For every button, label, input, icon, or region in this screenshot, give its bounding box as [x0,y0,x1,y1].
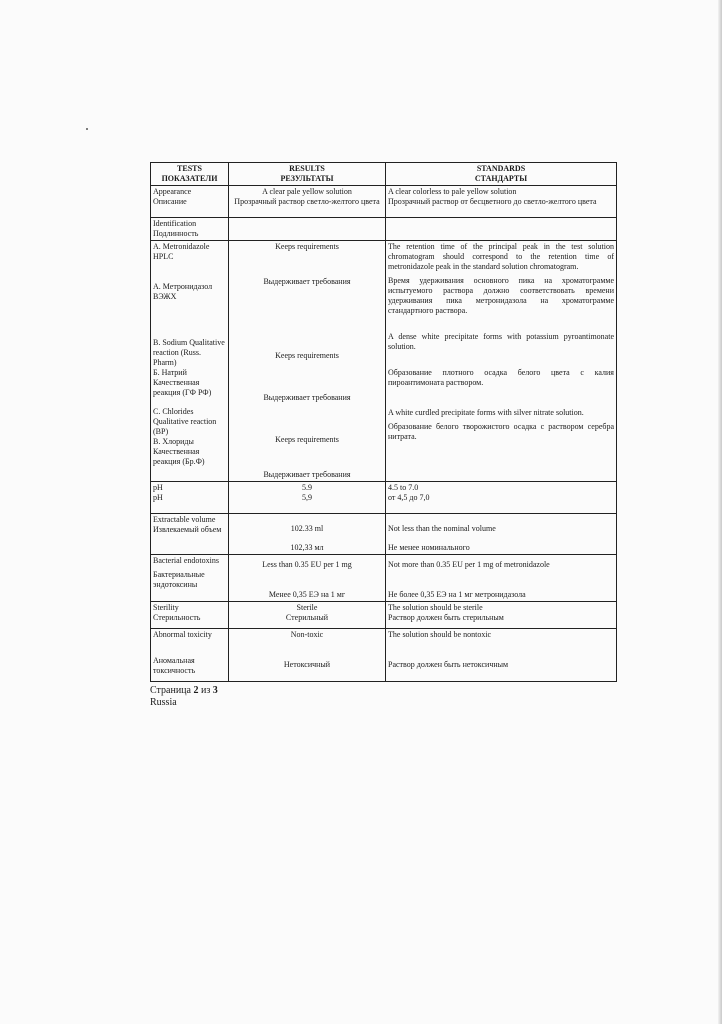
table-header-row [151,163,617,186]
test-cell [151,241,229,482]
id-b-standard-en: A dense white precipitate forms with potassium pyroantimonate solution. [388,332,614,351]
standard-ru: Прозрачный раствор от бесцветного до светло-желтого цвета [388,197,597,206]
toxicity-test-en: Abnormal toxicity [153,630,212,639]
header-results-en: RESULTS [289,164,325,173]
header-tests-ru: ПОКАЗАТЕЛИ [161,174,218,183]
standard-en: A clear colorless to pale yellow solution [388,187,517,196]
test-cell [151,482,229,514]
header-tests-en: TESTS [177,164,202,173]
toxicity-test-ru: Аномальная токсичность [153,656,196,675]
result-en: A clear pale yellow solution [262,187,352,196]
id-c-standard-en: A white curdled precipitate forms with silver nitrate solution. [388,408,584,417]
page-number [150,685,218,697]
endotoxins-test-ru: Бактериальные эндотоксины [153,570,205,589]
test-en: Appearance [153,187,192,196]
id-b-test-en: B. Sodium Qualitative reaction (Russ. Pharm) [153,338,225,367]
extractable-test-ru: Извлекаемый объем [153,525,222,534]
ph-result-ru: 5,9 [302,493,312,502]
id-b-test-ru: Б. Натрий Качественная реакция (ГФ РФ) [153,368,212,397]
table-row-abnormal-toxicity [151,629,617,682]
id-a-standard-en: The retention time of the principal peak in the test solution chromatogram should correspond to the retention time of metronidazole peak in the standard solution chromatogram. [388,242,614,271]
test-ru: Описание [153,197,187,206]
identification-ru: Подлинность [153,229,199,238]
result-cell [229,629,386,682]
extractable-standard-en: Not less than the nominal volume [388,524,496,533]
test-cell [151,602,229,629]
id-c-standard-ru: Образование белого творожистого осадка с раствором серебра нитрата. [388,422,614,441]
test-cell [151,186,229,218]
toxicity-result-en: Non-toxic [290,630,324,639]
endotoxins-test-en: Bacterial endotoxins [153,556,219,565]
test-results-table [150,162,617,682]
endotoxins-result-en: Less than 0.35 EU per 1 mg [262,560,352,569]
sterility-test-en: Sterility [153,603,179,612]
id-a-result-en: Keeps requirements [275,242,339,251]
extractable-standard-ru: Не менее номинального [388,543,470,552]
page-number-of: из [200,685,211,696]
header-standards-en: STANDARDS [476,164,526,173]
id-b-standard-ru: Образование плотного осадка белого цвета с калия пироантимоната раствором. [388,368,614,387]
sterility-result-en: Sterile [296,603,318,612]
header-tests [151,163,229,186]
ph-standard-ru: от 4,5 до 7,0 [388,493,430,502]
endotoxins-standard-en: Not more than 0.35 EU per 1 mg of metronidazole [388,560,550,569]
test-cell [151,555,229,602]
toxicity-result-ru: Нетоксичный [283,660,331,669]
result-cell [229,555,386,602]
standard-cell [386,482,617,514]
extractable-test-en: Extractable volume [153,515,216,524]
id-c-result-ru: Выдерживает требования [263,470,351,479]
page-number-current: 2 [193,685,199,696]
scan-edge-shadow [718,0,722,1024]
table-row-appearance [151,186,617,218]
test-cell [151,629,229,682]
scan-speck [86,128,88,130]
ph-standard-en: 4.5 to 7.0 [388,483,419,492]
table-row-extractable-volume [151,514,617,555]
table-row-sterility [151,602,617,629]
result-cell [229,602,386,629]
sterility-result-ru: Стерильный [285,613,329,622]
ph-result-en: 5.9 [302,483,312,492]
standard-cell [386,629,617,682]
page-number-total: 3 [212,685,218,696]
id-c-result-en: Keeps requirements [275,435,339,444]
id-b-result-en: Keeps requirements [275,351,339,360]
result-cell [229,218,386,241]
ph-test-en: pH [153,483,163,492]
test-cell [151,218,229,241]
endotoxins-standard-ru: Не более 0,35 ЕЭ на 1 мг метронидазола [388,590,526,599]
standard-cell [386,186,617,218]
toxicity-standard-en: The solution should be nontoxic [388,630,492,639]
id-a-test-en: A. Metronidazole HPLC [153,242,210,261]
id-a-result-ru: Выдерживает требования [263,277,351,286]
id-c-test-en: C. Chlorides Qualitative reaction (BP) [153,407,217,436]
sterility-standard-en: The solution should be sterile [388,603,483,612]
result-cell [229,514,386,555]
table-row-endotoxins [151,555,617,602]
country-label: Russia [150,697,177,708]
page-footer [150,685,218,709]
result-cell [229,241,386,482]
result-cell [229,482,386,514]
toxicity-standard-ru: Раствор должен быть нетоксичным [388,660,509,669]
standard-cell [386,555,617,602]
standard-cell [386,514,617,555]
header-standards-ru: СТАНДАРТЫ [474,174,528,183]
standard-cell [386,218,617,241]
sterility-standard-ru: Раствор должен быть стерильным [388,613,504,622]
table-row-ph [151,482,617,514]
endotoxins-result-ru: Менее 0,35 ЕЭ на 1 мг [268,590,346,599]
header-results-ru: РЕЗУЛЬТАТЫ [280,174,334,183]
test-cell [151,514,229,555]
id-a-test-ru: А. Метронидазол ВЭЖХ [153,282,213,301]
id-c-test-ru: В. Хлориды Качественная реакция (Бр.Ф) [153,437,205,466]
page-number-prefix: Страница [150,685,191,696]
header-standards [386,163,617,186]
header-results [229,163,386,186]
table-row-identification [151,218,617,241]
extractable-result-ru: 102,33 мл [290,543,324,552]
extractable-result-en: 102.33 ml [290,524,324,533]
sterility-test-ru: Стерильность [153,613,201,622]
id-a-standard-ru: Время удерживания основного пика на хроматограмме испытуемого раствора должно соответствовать времени удерживания пика метронидазола на хроматограмме стандартного раствора. [388,276,614,315]
id-b-result-ru: Выдерживает требования [263,393,351,402]
ph-test-ru: pH [153,493,163,502]
result-cell [229,186,386,218]
standard-cell [386,602,617,629]
table-row-identification-tests [151,241,617,482]
result-ru: Прозрачный раствор светло-желтого цвета [234,197,380,206]
standard-cell [386,241,617,482]
identification-en: Identification [153,219,197,228]
